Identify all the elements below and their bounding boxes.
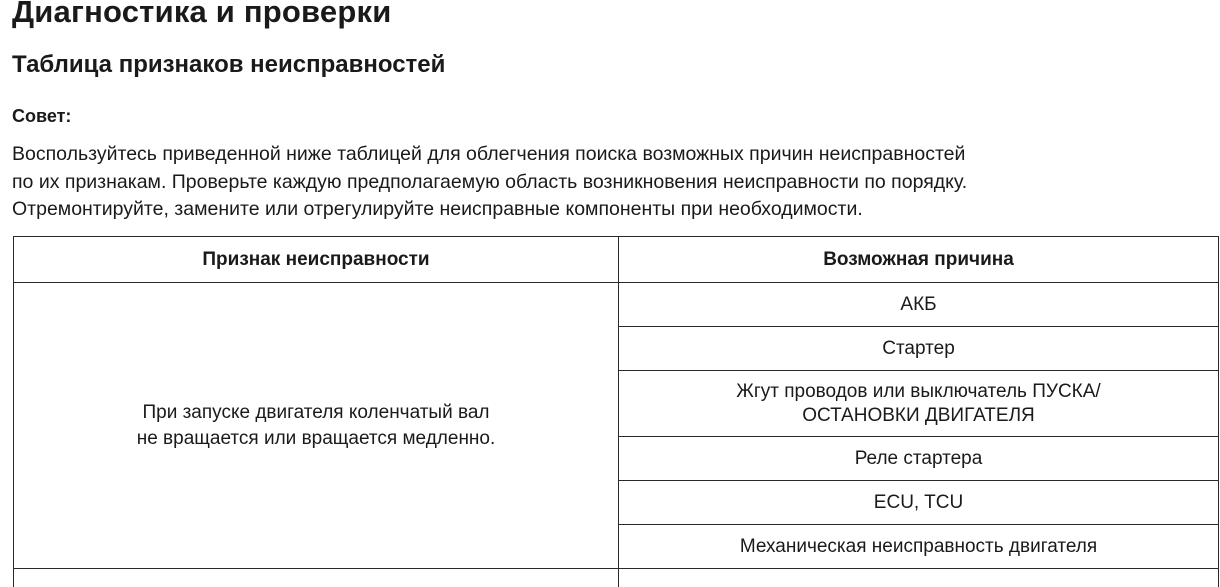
cause-cell: Механическая неисправность двигателя (619, 525, 1219, 569)
cause-cell: Стартер (619, 327, 1219, 371)
cause-cell (619, 569, 1219, 587)
cause-cell: Реле стартера (619, 437, 1219, 481)
cause-cell (619, 371, 1219, 437)
intro-paragraph (12, 141, 1218, 224)
symptom-line: не вращается или вращается медленно. (136, 427, 496, 449)
cause-cell: ECU, TCU (619, 481, 1219, 525)
symptom-cell (14, 569, 619, 587)
table-row (14, 283, 1219, 327)
table-row (14, 569, 1219, 587)
cause-line: Жгут проводов или выключатель ПУСКА/ (736, 380, 1101, 402)
intro-line: Отремонтируйте, замените или отрегулируйте неисправные компоненты при необходимости. (12, 198, 863, 220)
header-symptom: Признак неисправности (14, 237, 619, 283)
symptom-cell (14, 283, 619, 569)
symptom-line: При запуске двигателя коленчатый вал (142, 401, 490, 423)
cause-cell: АКБ (619, 283, 1219, 327)
intro-line: по их признакам. Проверьте каждую предполагаемую область возникновения неисправности по порядку. (12, 170, 968, 193)
tip-label: Совет: (12, 106, 72, 126)
cause-line: ОСТАНОВКИ ДВИГАТЕЛЯ (802, 404, 1035, 426)
table-header-row (14, 237, 1219, 283)
page-title: Диагностика и проверки (12, 0, 392, 29)
fault-symptoms-table (13, 236, 1219, 587)
header-cause: Возможная причина (619, 237, 1219, 283)
section-title: Таблица признаков неисправностей (12, 51, 446, 78)
intro-line: Воспользуйтесь приведенной ниже таблицей для облегчения поиска возможных причин неисправностей (12, 143, 966, 165)
